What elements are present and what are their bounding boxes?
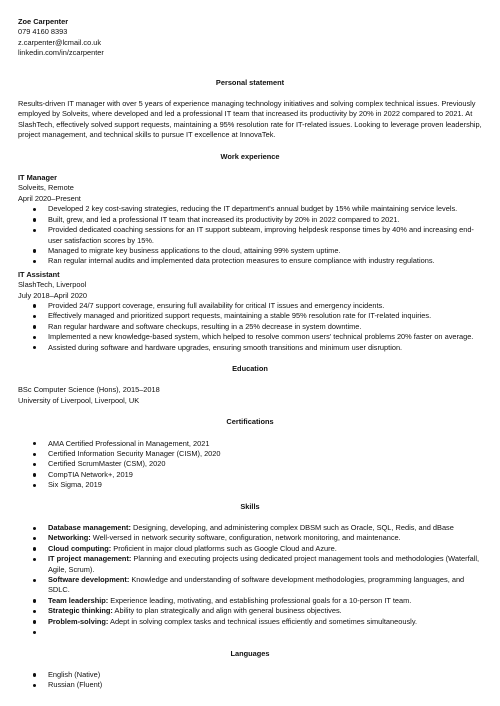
work-experience-heading: Work experience [220, 151, 280, 161]
skills-heading: Skills [240, 501, 260, 511]
job-achievements [18, 204, 482, 266]
skill-description: Adept in solving complex tasks and technical issues efficiently and sometimes simultaneously. [108, 616, 418, 626]
skill-label: Software development: [48, 575, 130, 585]
skill-item [18, 606, 482, 616]
achievement-item: Provided 24/7 support coverage, ensuring full availability for critical IT issues and emergency incidents. [18, 301, 482, 311]
certifications-list [18, 439, 482, 491]
job-company: Solveits, Remote [18, 183, 74, 193]
skill-item [18, 575, 482, 596]
achievement-item: Developed 2 key cost-saving strategies, reducing the IT department's annual budget by 15% while maintaining service levels. [18, 204, 482, 214]
job-dates: April 2020–Present [18, 193, 81, 203]
job-achievements [18, 301, 482, 353]
skill-item [18, 523, 482, 533]
school: University of Liverpool, Liverpool, UK [18, 395, 140, 405]
skills-list [18, 523, 482, 637]
skill-item-empty [18, 627, 482, 637]
skill-item [18, 533, 482, 543]
skill-item [18, 596, 482, 606]
education-entry [18, 385, 482, 406]
contact-header [18, 17, 482, 59]
language-item: Russian (Fluent) [18, 680, 482, 690]
job-dates: July 2018–April 2020 [18, 290, 88, 300]
skill-description: Ability to plan strategically and align with general business objectives. [112, 606, 342, 616]
degree: BSc Computer Science (Hons), 2015–2018 [18, 385, 160, 395]
achievement-item: Built, grew, and led a professional IT team that increased its productivity by 20% in 2022 compared to 2021. [18, 215, 482, 225]
certification-item: AMA Certified Professional in Management, 2021 [18, 439, 482, 449]
skill-description: Experience leading, motivating, and establishing professional goals for a 10-person IT team. [108, 595, 412, 605]
skill-description: Knowledge and understanding of software development methodologies, programming languages, and SDLC. [48, 575, 465, 595]
achievement-item: Provided dedicated coaching sessions for an IT support subteam, improving helpdesk response times by 40% and increasing end-user satisfaction scores by 15%. [18, 225, 482, 246]
job-company: SlashTech, Liverpool [18, 280, 87, 290]
phone-number: 079 4160 8393 [18, 27, 68, 37]
achievement-item: Assisted during software and hardware upgrades, ensuring smooth transitions and minimum user disruption. [18, 343, 482, 353]
certifications-heading: Certifications [226, 417, 274, 427]
certification-item: Certified ScrumMaster (CSM), 2020 [18, 459, 482, 469]
personal-statement-heading: Personal statement [215, 77, 285, 87]
language-item: English (Native) [18, 670, 482, 680]
education-heading: Education [232, 363, 268, 373]
achievement-item: Managed to migrate key business applications to the cloud, attaining 99% system uptime. [18, 246, 482, 256]
languages-list [18, 670, 482, 691]
job-entry [18, 173, 482, 267]
skill-label: IT project management: [48, 554, 132, 564]
linkedin-url: linkedin.com/in/zcarpenter [18, 48, 104, 58]
job-title: IT Manager [18, 173, 58, 183]
certification-item: CompTIA Network+, 2019 [18, 470, 482, 480]
achievement-item: Effectively managed and prioritized support requests, maintaining a stable 95% resolution rate for IT-related inquiries. [18, 311, 482, 321]
skill-label: Strategic thinking: [48, 606, 113, 616]
skill-description: Proficient in major cloud platforms such as Google Cloud and Azure. [111, 543, 337, 553]
skill-item [18, 554, 482, 575]
skill-label: Networking: [48, 533, 91, 543]
job-entry [18, 270, 482, 353]
achievement-item: Implemented a new knowledge-based system, which helped to resolve common users' technical problems 20% faster on average. [18, 332, 482, 342]
skill-item [18, 544, 482, 554]
languages-heading: Languages [230, 648, 270, 658]
skill-item [18, 617, 482, 627]
skill-label: Team leadership: [48, 595, 109, 605]
job-title: IT Assistant [18, 269, 60, 279]
skill-label: Problem-solving: [48, 616, 109, 626]
personal-statement-text: Results-driven IT manager with over 5 years of experience managing technology initiatives and solving complex technical issues. Previously employed by Solveits, where developed and led a professional IT team that increased its productivity by 20% in 2022 compared to 2021. At SlashTech, effectively solved support requests, maintaining a 95% resolution rate for IT-related issues. Looking to leverage proven leadership, project management, and technical skills to pursue IT excellence at InnovaTek. [18, 99, 482, 140]
skill-description: Well-versed in network security software, configuration, network monitoring, and maintenance. [90, 533, 401, 543]
skill-description: Planning and executing projects using dedicated project management tools and methodologies (Waterfall, Agile, Scrum). [48, 554, 480, 574]
achievement-item: Ran regular hardware and software checkups, resulting in a 25% decrease in system downtime. [18, 322, 482, 332]
skill-label: Cloud computing: [48, 543, 112, 553]
email-address: z.carpenter@lcmail.co.uk [18, 37, 102, 47]
certification-item: Certified Information Security Manager (CISM), 2020 [18, 449, 482, 459]
candidate-name: Zoe Carpenter [18, 17, 69, 26]
achievement-item: Ran regular internal audits and implemented data protection measures to ensure compliance with industry regulations. [18, 256, 482, 266]
skill-label: Database management: [48, 523, 131, 533]
skill-description: Designing, developing, and administering complex DBSM such as Oracle, SQL, Redis, and dBase [130, 523, 454, 533]
certification-item: Six Sigma, 2019 [18, 480, 482, 490]
